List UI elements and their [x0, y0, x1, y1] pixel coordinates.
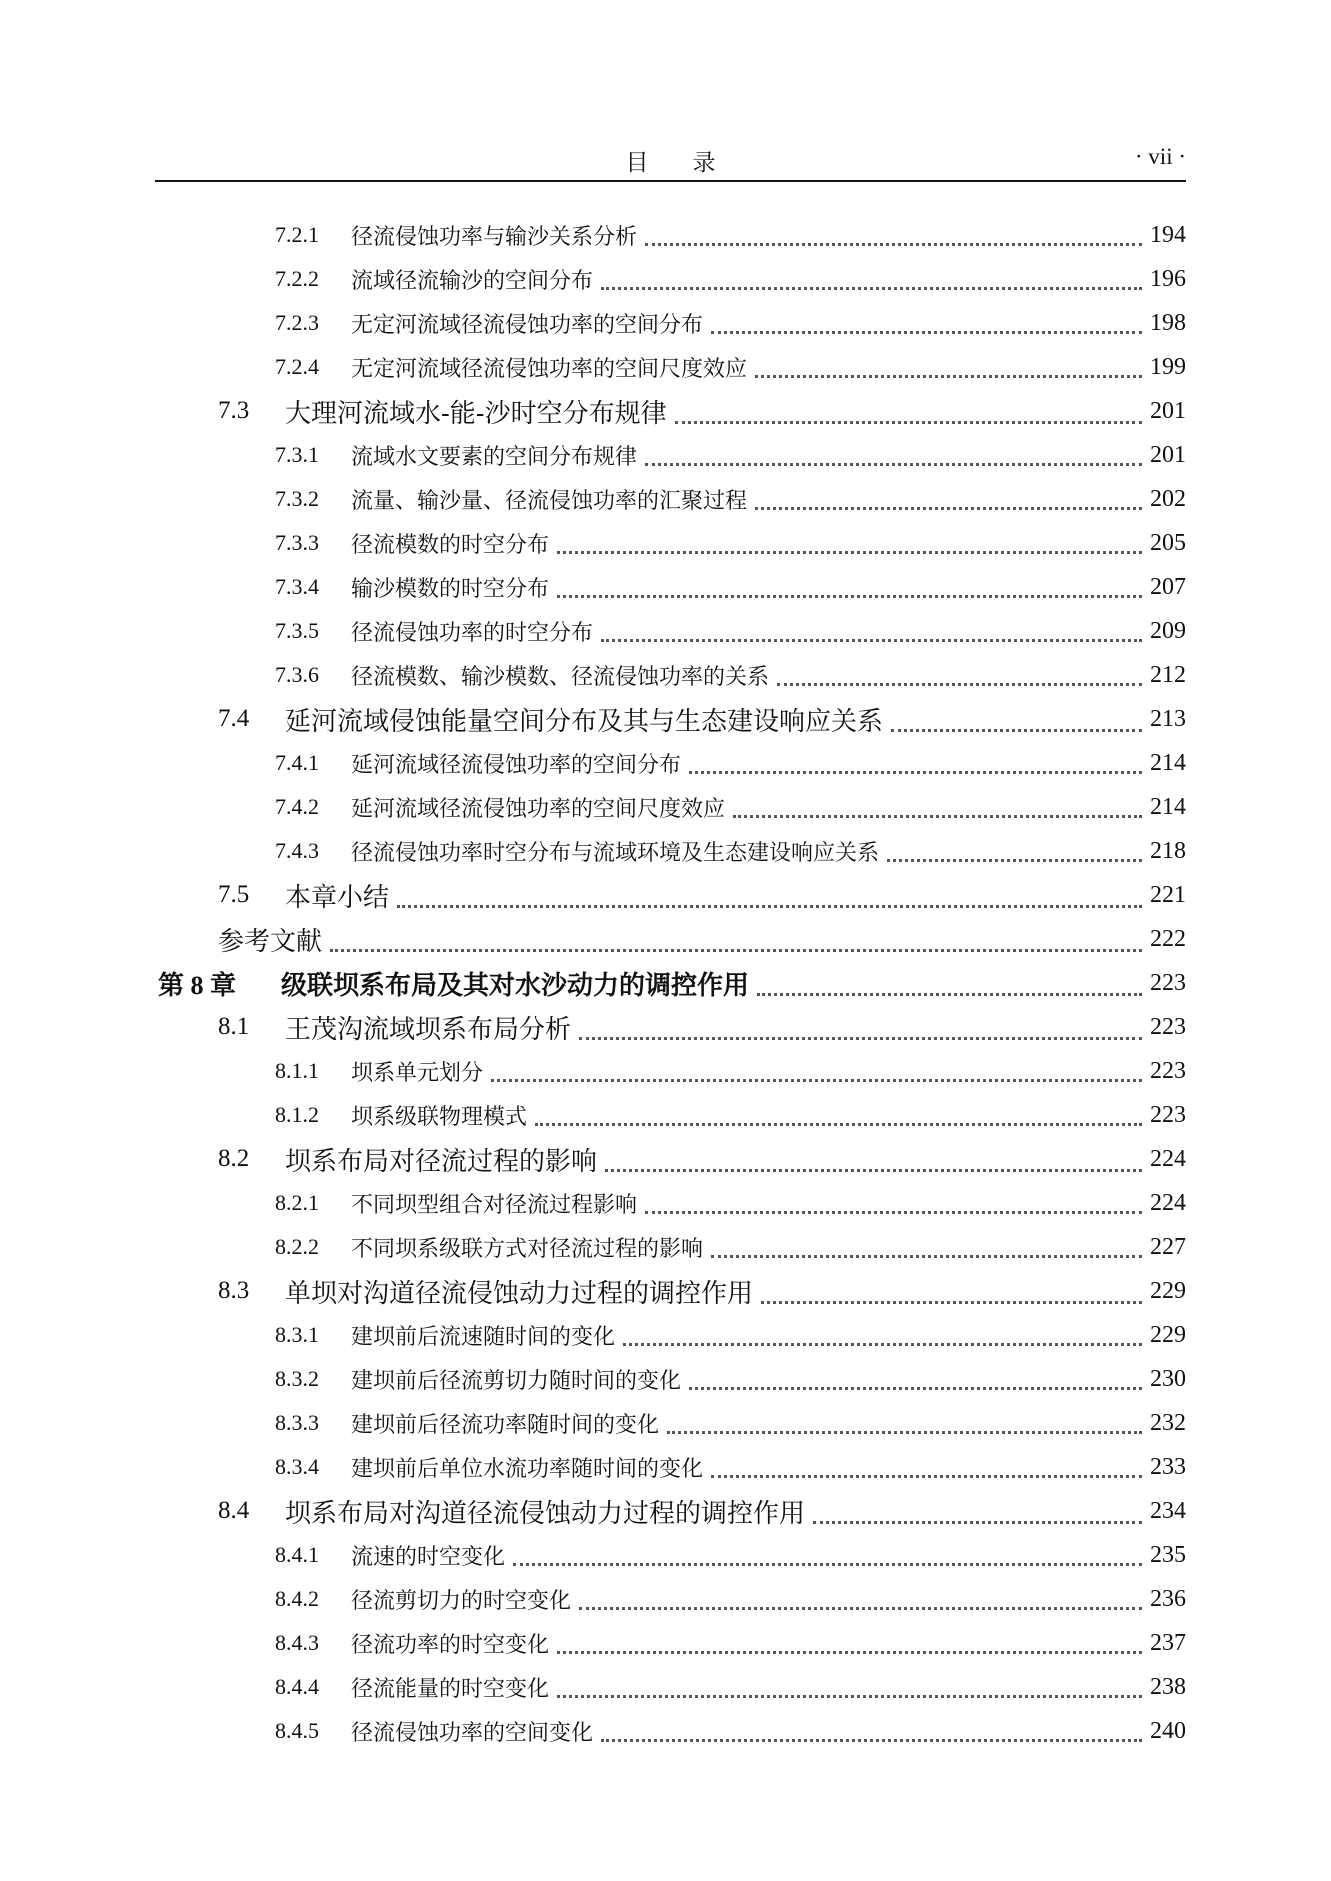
toc-entry-number: 7.3.6 [275, 662, 319, 687]
toc-entry-number: 8.3 [218, 1277, 250, 1304]
toc-entry-title: 坝系单元划分 [351, 1060, 484, 1086]
toc-entry-title: 径流模数、输沙模数、径流侵蚀功率的关系 [351, 664, 770, 690]
toc-leader-dots [645, 1189, 1142, 1214]
table-of-contents [155, 213, 1186, 1753]
toc-entry-8-1-1[interactable] [155, 1049, 1186, 1093]
toc-entry-number: 8.2 [218, 1145, 250, 1172]
toc-leader-dots [645, 221, 1142, 246]
toc-leader-dots [601, 265, 1142, 290]
toc-entry-title: 输沙模数的时空分布 [351, 576, 550, 602]
toc-entry-number: 7.3.5 [275, 618, 319, 643]
toc-entry-7-5[interactable] [155, 873, 1186, 917]
toc-leader-dots [689, 749, 1142, 774]
toc-entry-title: 无定河流域径流侵蚀功率的空间尺度效应 [351, 356, 748, 382]
toc-entry-title: 径流功率的时空变化 [351, 1632, 550, 1658]
toc-entry-7-3-6[interactable] [155, 653, 1186, 697]
toc-entry-7-3-4[interactable] [155, 565, 1186, 609]
toc-entry-number: 8.4.5 [275, 1718, 319, 1743]
toc-leader-dots [887, 837, 1142, 862]
toc-entry-number: 7.2.3 [275, 310, 319, 335]
toc-entry-8-4-5[interactable] [155, 1709, 1186, 1753]
toc-entry-page: 227 [1150, 1233, 1186, 1260]
toc-leader-dots [557, 529, 1142, 554]
toc-entry-page: 235 [1150, 1541, 1186, 1568]
toc-entry-7-4[interactable] [155, 697, 1186, 741]
toc-entry-page: 234 [1150, 1497, 1186, 1524]
toc-leader-dots [891, 703, 1142, 732]
toc-entry-8-3-3[interactable] [155, 1401, 1186, 1445]
toc-entry-page: 223 [1150, 969, 1186, 996]
toc-leader-dots [667, 1409, 1142, 1434]
toc-entry-8-2-2[interactable] [155, 1225, 1186, 1269]
toc-leader-dots [757, 967, 1142, 996]
toc-entry-title: 径流剪切力的时空变化 [351, 1588, 572, 1614]
toc-entry-page: 201 [1150, 397, 1186, 424]
toc-entry-8-1-2[interactable] [155, 1093, 1186, 1137]
toc-entry-number: 8.3.3 [275, 1410, 319, 1435]
page-header [155, 140, 1186, 182]
toc-entry-title: 径流侵蚀功率时空分布与流域环境及生态建设响应关系 [351, 840, 880, 866]
toc-entry-page: 229 [1150, 1321, 1186, 1348]
toc-entry-number: 8.4.4 [275, 1674, 319, 1699]
toc-entry-page: 205 [1150, 529, 1186, 556]
toc-entry-8-3-2[interactable] [155, 1357, 1186, 1401]
toc-entry-number: 8.1 [218, 1013, 250, 1040]
toc-leader-dots [733, 793, 1142, 818]
toc-leader-dots [605, 1143, 1142, 1172]
toc-entry-page: 201 [1150, 441, 1186, 468]
toc-entry-title: 参考文献 [218, 926, 323, 957]
toc-entry-page: 223 [1150, 1101, 1186, 1128]
toc-entry-7-3-1[interactable] [155, 433, 1186, 477]
toc-entry-title: 流速的时空变化 [351, 1544, 506, 1570]
toc-entry-title: 延河流域侵蚀能量空间分布及其与生态建设响应关系 [285, 706, 884, 737]
toc-leader-dots [557, 1629, 1142, 1654]
toc-entry-7-2-1[interactable] [155, 213, 1186, 257]
toc-entry-page: 230 [1150, 1365, 1186, 1392]
toc-entry-title: 流域径流输沙的空间分布 [351, 268, 594, 294]
toc-entry-number: 7.2.4 [275, 354, 319, 379]
toc-entry-number: 7.5 [218, 881, 250, 908]
toc-entry-title: 建坝前后流速随时间的变化 [351, 1324, 616, 1350]
toc-entry-number: 7.4.1 [275, 750, 319, 775]
toc-entry-title: 建坝前后径流功率随时间的变化 [351, 1412, 660, 1438]
toc-entry-page: 233 [1150, 1453, 1186, 1480]
toc-entry-page: 240 [1150, 1717, 1186, 1744]
toc-entry-page: 198 [1150, 309, 1186, 336]
toc-entry-title: 坝系级联物理模式 [351, 1104, 528, 1130]
toc-entry-page: 224 [1150, 1189, 1186, 1216]
toc-entry-title: 级联坝系布局及其对水沙动力的调控作用 [281, 970, 750, 1001]
toc-leader-dots [645, 441, 1142, 466]
toc-entry-number: 8.3.2 [275, 1366, 319, 1391]
toc-entry-8-3[interactable] [155, 1269, 1186, 1313]
toc-entry-title: 大理河流域水-能-沙时空分布规律 [285, 398, 667, 429]
toc-entry-8-2[interactable] [155, 1137, 1186, 1181]
toc-entry-7-3-2[interactable] [155, 477, 1186, 521]
toc-entry-number: 8.4.1 [275, 1542, 319, 1567]
toc-entry-page: 224 [1150, 1145, 1186, 1172]
toc-entry-8-3-4[interactable] [155, 1445, 1186, 1489]
toc-entry-8-3-1[interactable] [155, 1313, 1186, 1357]
toc-entry-8-4-4[interactable] [155, 1665, 1186, 1709]
toc-entry-page: 221 [1150, 881, 1186, 908]
toc-entry-page: 223 [1150, 1013, 1186, 1040]
toc-leader-dots [579, 1585, 1142, 1610]
toc-entry-7-2-3[interactable] [155, 301, 1186, 345]
toc-entry-number: 7.4.3 [275, 838, 319, 863]
toc-entry-title: 径流侵蚀功率与输沙关系分析 [351, 224, 638, 250]
toc-leader-dots [623, 1321, 1142, 1346]
toc-entry-title: 本章小结 [285, 882, 390, 913]
toc-entry-8-4-2[interactable] [155, 1577, 1186, 1621]
toc-entry-title: 坝系布局对径流过程的影响 [285, 1146, 598, 1177]
toc-entry-number: 8.1.2 [275, 1102, 319, 1127]
toc-entry-7-4-2[interactable] [155, 785, 1186, 829]
toc-entry-number: 7.3.4 [275, 574, 319, 599]
toc-entry-number: 第 8 章 [158, 970, 237, 1000]
toc-entry-number: 7.3.3 [275, 530, 319, 555]
toc-leader-dots [711, 1233, 1142, 1258]
toc-entry-7-3-3[interactable] [155, 521, 1186, 565]
toc-entry-page: 236 [1150, 1585, 1186, 1612]
toc-entry-number: 7.3.2 [275, 486, 319, 511]
toc-leader-dots [579, 1011, 1142, 1040]
toc-leader-dots [755, 485, 1142, 510]
toc-entry-title: 建坝前后单位水流功率随时间的变化 [351, 1456, 704, 1482]
toc-entry-7-4-3[interactable] [155, 829, 1186, 873]
toc-entry-page: 222 [1150, 925, 1186, 952]
toc-leader-dots [711, 309, 1142, 334]
toc-entry-title: 延河流域径流侵蚀功率的空间分布 [351, 752, 682, 778]
toc-leader-dots [491, 1057, 1142, 1082]
toc-leader-dots [813, 1495, 1142, 1524]
toc-entry-number: 8.2.2 [275, 1234, 319, 1259]
toc-entry-chapter-8[interactable] [155, 961, 1186, 1005]
header-page-number: · vii · [1134, 144, 1186, 169]
toc-entry-page: 229 [1150, 1277, 1186, 1304]
header-title: 目录 [625, 150, 760, 176]
toc-entry-title: 径流模数的时空分布 [351, 532, 550, 558]
toc-entry-number: 8.3.1 [275, 1322, 319, 1347]
toc-entry-title: 不同坝系级联方式对径流过程的影响 [351, 1236, 704, 1262]
toc-leader-dots [711, 1453, 1142, 1478]
toc-leader-dots [675, 395, 1142, 424]
toc-entry-number: 8.4.3 [275, 1630, 319, 1655]
toc-entry-number: 7.4.2 [275, 794, 319, 819]
toc-entry-number: 7.3.1 [275, 442, 319, 467]
toc-entry-references[interactable] [155, 917, 1186, 961]
toc-entry-page: 218 [1150, 837, 1186, 864]
toc-entry-page: 214 [1150, 749, 1186, 776]
toc-entry-page: 209 [1150, 617, 1186, 644]
toc-leader-dots [513, 1541, 1142, 1566]
toc-entry-7-4-1[interactable] [155, 741, 1186, 785]
toc-leader-dots [535, 1101, 1142, 1126]
toc-leader-dots [601, 1717, 1142, 1742]
toc-entry-7-2-2[interactable] [155, 257, 1186, 301]
toc-entry-page: 199 [1150, 353, 1186, 380]
toc-entry-page: 238 [1150, 1673, 1186, 1700]
toc-leader-dots [557, 573, 1142, 598]
toc-leader-dots [689, 1365, 1142, 1390]
toc-entry-page: 207 [1150, 573, 1186, 600]
toc-entry-number: 7.2.1 [275, 222, 319, 247]
toc-leader-dots [761, 1275, 1142, 1304]
toc-leader-dots [755, 353, 1142, 378]
toc-entry-8-4-3[interactable] [155, 1621, 1186, 1665]
toc-entry-page: 213 [1150, 705, 1186, 732]
toc-entry-title: 径流侵蚀功率的时空分布 [351, 620, 594, 646]
toc-entry-number: 8.2.1 [275, 1190, 319, 1215]
toc-leader-dots [601, 617, 1142, 642]
toc-entry-page: 214 [1150, 793, 1186, 820]
toc-entry-page: 237 [1150, 1629, 1186, 1656]
toc-entry-page: 202 [1150, 485, 1186, 512]
toc-entry-title: 单坝对沟道径流侵蚀动力过程的调控作用 [285, 1278, 754, 1309]
toc-entry-page: 223 [1150, 1057, 1186, 1084]
toc-entry-7-2-4[interactable] [155, 345, 1186, 389]
toc-entry-title: 坝系布局对沟道径流侵蚀动力过程的调控作用 [285, 1498, 806, 1529]
toc-entry-title: 流量、输沙量、径流侵蚀功率的汇聚过程 [351, 488, 748, 514]
toc-entry-title: 无定河流域径流侵蚀功率的空间分布 [351, 312, 704, 338]
toc-entry-page: 212 [1150, 661, 1186, 688]
toc-entry-number: 8.1.1 [275, 1058, 319, 1083]
toc-entry-8-2-1[interactable] [155, 1181, 1186, 1225]
toc-leader-dots [330, 923, 1142, 952]
toc-entry-number: 7.3 [218, 397, 250, 424]
toc-entry-7-3-5[interactable] [155, 609, 1186, 653]
toc-entry-8-4[interactable] [155, 1489, 1186, 1533]
toc-leader-dots [777, 661, 1142, 686]
toc-entry-title: 王茂沟流域坝系布局分析 [285, 1014, 572, 1045]
toc-entry-title: 流域水文要素的空间分布规律 [351, 444, 638, 470]
toc-entry-8-4-1[interactable] [155, 1533, 1186, 1577]
toc-entry-7-3[interactable] [155, 389, 1186, 433]
toc-entry-number: 7.2.2 [275, 266, 319, 291]
toc-entry-title: 建坝前后径流剪切力随时间的变化 [351, 1368, 682, 1394]
toc-entry-title: 不同坝型组合对径流过程影响 [351, 1192, 638, 1218]
toc-leader-dots [557, 1673, 1142, 1698]
toc-entry-title: 延河流域径流侵蚀功率的空间尺度效应 [351, 796, 726, 822]
toc-entry-title: 径流侵蚀功率的空间变化 [351, 1720, 594, 1746]
toc-entry-number: 7.4 [218, 705, 250, 732]
toc-entry-number: 8.4.2 [275, 1586, 319, 1611]
toc-entry-page: 194 [1150, 221, 1186, 248]
toc-entry-8-1[interactable] [155, 1005, 1186, 1049]
toc-leader-dots [397, 879, 1142, 908]
toc-entry-page: 196 [1150, 265, 1186, 292]
toc-entry-title: 径流能量的时空变化 [351, 1676, 550, 1702]
toc-entry-page: 232 [1150, 1409, 1186, 1436]
toc-entry-number: 8.3.4 [275, 1454, 319, 1479]
toc-entry-number: 8.4 [218, 1497, 250, 1524]
